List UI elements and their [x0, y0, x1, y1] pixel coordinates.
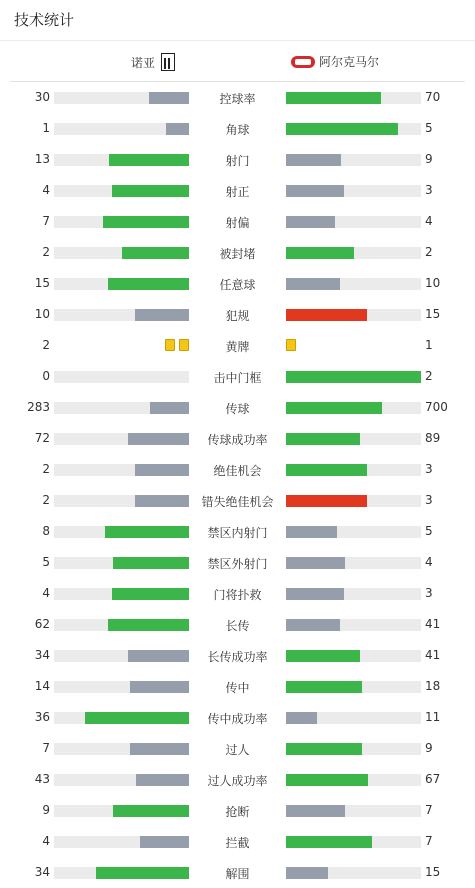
stat-label: 击中门框 [213, 371, 262, 385]
away-stat-value: 3 [425, 462, 433, 476]
home-bar-track [54, 836, 189, 848]
home-stat-value: 8 [42, 524, 50, 538]
away-bar-fill [286, 495, 367, 507]
away-bar-track [286, 743, 421, 755]
home-bar-track [54, 278, 189, 290]
away-bar-track [286, 836, 421, 848]
home-bar-fill [140, 836, 189, 848]
stat-row [0, 826, 475, 857]
home-bar-track [54, 247, 189, 259]
stat-row [0, 547, 475, 578]
stat-label: 长传成功率 [207, 650, 268, 664]
stat-label: 过人成功率 [207, 774, 268, 788]
home-stat-value: 34 [34, 648, 50, 662]
away-bar-fill [286, 557, 345, 569]
home-stat-value: 43 [34, 772, 50, 786]
stat-row [0, 485, 475, 516]
home-bar-track [54, 185, 189, 197]
away-bar-fill [286, 247, 354, 259]
home-bar-track [54, 588, 189, 600]
away-bar-track [286, 402, 421, 414]
away-stat-value: 1 [425, 338, 433, 352]
stat-row [0, 206, 475, 237]
stat-label: 解围 [225, 867, 250, 881]
stat-label: 传中 [225, 681, 250, 695]
away-stat-value: 4 [425, 214, 433, 228]
stat-label: 犯规 [225, 309, 250, 323]
home-stat-value: 10 [34, 307, 50, 321]
stat-row [0, 299, 475, 330]
away-stat-value: 11 [425, 710, 441, 724]
stat-label: 射正 [225, 185, 250, 199]
away-stat-value: 3 [425, 183, 433, 197]
home-stat-value: 4 [42, 586, 50, 600]
stat-row [0, 144, 475, 175]
home-stat-value: 4 [42, 183, 50, 197]
away-bar-track [286, 712, 421, 724]
stat-row [0, 330, 475, 361]
stat-label: 传球 [225, 402, 250, 416]
away-bar-fill [286, 433, 360, 445]
away-bar-track [286, 774, 421, 786]
home-bar-track [54, 371, 189, 383]
stat-label: 射偏 [225, 216, 250, 230]
home-bar-track [54, 433, 189, 445]
home-stat-value: 7 [42, 214, 50, 228]
away-team[interactable] [291, 53, 379, 70]
home-bar-fill [128, 650, 189, 662]
stat-label: 射门 [225, 154, 250, 168]
away-bar-fill [286, 123, 398, 135]
home-bar-track [54, 402, 189, 414]
home-bar-fill [122, 247, 190, 259]
home-bar-track [54, 92, 189, 104]
home-stat-value: 9 [42, 803, 50, 817]
stats-list [0, 82, 475, 888]
away-bar-fill [286, 154, 341, 166]
home-bar-track [54, 805, 189, 817]
home-bar-fill [105, 526, 189, 538]
home-bar-fill [108, 278, 189, 290]
home-stat-value: 14 [34, 679, 50, 693]
home-bar-fill [113, 557, 189, 569]
away-stat-value: 67 [425, 772, 441, 786]
away-bar-fill [286, 743, 362, 755]
away-stat-value: 89 [425, 431, 441, 445]
stat-label: 拦截 [225, 836, 250, 850]
stat-label: 传中成功率 [207, 712, 268, 726]
home-bar-track [54, 650, 189, 662]
home-bar-track [54, 681, 189, 693]
away-bar-fill [286, 278, 340, 290]
home-bar-track [54, 526, 189, 538]
stat-row [0, 516, 475, 547]
away-bar-track [286, 805, 421, 817]
away-bar-fill [286, 371, 421, 383]
away-stat-value: 5 [425, 524, 433, 538]
home-bar-track [54, 774, 189, 786]
stat-label: 任意球 [219, 278, 256, 292]
home-bar-fill [128, 433, 189, 445]
away-stat-value: 41 [425, 617, 441, 631]
away-bar-track [286, 557, 421, 569]
home-bar-fill [113, 805, 189, 817]
stat-label: 控球率 [219, 92, 256, 106]
home-cards [165, 339, 189, 351]
stat-label: 错失绝佳机会 [201, 495, 274, 509]
home-bar-fill [135, 464, 189, 476]
home-stat-value: 62 [34, 617, 50, 631]
stat-row [0, 733, 475, 764]
stat-row [0, 454, 475, 485]
away-bar-track [286, 247, 421, 259]
home-bar-track [54, 495, 189, 507]
away-bar-track [286, 185, 421, 197]
stat-label: 门将扑救 [213, 588, 262, 602]
away-bar-track [286, 309, 421, 321]
yellow-card-icon [165, 339, 175, 351]
home-stat-value: 2 [42, 338, 50, 352]
stat-label: 过人 [225, 743, 250, 757]
stat-label: 被封堵 [219, 247, 256, 261]
home-stat-value: 2 [42, 245, 50, 259]
home-bar-track [54, 216, 189, 228]
home-bar-fill [166, 123, 189, 135]
home-bar-fill [135, 309, 189, 321]
stat-row [0, 671, 475, 702]
away-bar-track [286, 495, 421, 507]
away-bar-fill [286, 836, 372, 848]
home-bar-track [54, 154, 189, 166]
home-stat-value: 30 [34, 90, 50, 104]
yellow-card-icon [286, 339, 296, 351]
stat-row [0, 392, 475, 423]
away-stat-value: 4 [425, 555, 433, 569]
stat-row [0, 175, 475, 206]
away-bar-fill [286, 588, 344, 600]
stat-row [0, 423, 475, 454]
home-stat-value: 15 [34, 276, 50, 290]
away-team-logo-icon [291, 56, 315, 68]
home-team-logo-icon [161, 53, 175, 71]
away-bar-fill [286, 681, 362, 693]
away-stat-value: 15 [425, 307, 441, 321]
away-stat-value: 7 [425, 834, 433, 848]
home-bar-track [54, 557, 189, 569]
stat-label: 黄牌 [225, 340, 250, 354]
home-stat-value: 283 [27, 400, 50, 414]
away-bar-track [286, 650, 421, 662]
stat-row [0, 113, 475, 144]
home-bar-fill [136, 774, 189, 786]
home-stat-value: 4 [42, 834, 50, 848]
home-bar-fill [130, 681, 189, 693]
away-bar-fill [286, 619, 340, 631]
home-bar-track [54, 743, 189, 755]
away-bar-fill [286, 650, 360, 662]
away-team-name: 阿尔克马尔 [319, 55, 380, 69]
away-stat-value: 18 [425, 679, 441, 693]
away-bar-track [286, 681, 421, 693]
away-bar-track [286, 526, 421, 538]
away-stat-value: 3 [425, 493, 433, 507]
away-stat-value: 15 [425, 865, 441, 879]
home-bar-fill [135, 495, 189, 507]
home-bar-track [54, 619, 189, 631]
home-bar-track [54, 464, 189, 476]
away-bar-track [286, 92, 421, 104]
home-bar-fill [130, 743, 189, 755]
away-bar-fill [286, 526, 337, 538]
stat-label: 传球成功率 [207, 433, 268, 447]
home-stat-value: 2 [42, 493, 50, 507]
away-bar-fill [286, 774, 368, 786]
away-stat-value: 9 [425, 741, 433, 755]
away-bar-track [286, 371, 421, 383]
home-bar-track [54, 123, 189, 135]
stat-row [0, 640, 475, 671]
away-bar-track [286, 867, 421, 879]
away-bar-fill [286, 712, 317, 724]
away-stat-value: 10 [425, 276, 441, 290]
away-stat-value: 3 [425, 586, 433, 600]
away-stat-value: 2 [425, 245, 433, 259]
stat-row [0, 857, 475, 888]
home-stat-value: 13 [34, 152, 50, 166]
stat-row [0, 764, 475, 795]
stat-row [0, 578, 475, 609]
home-stat-value: 7 [42, 741, 50, 755]
home-bar-fill [109, 154, 189, 166]
away-stat-value: 9 [425, 152, 433, 166]
yellow-card-icon [179, 339, 189, 351]
home-stat-value: 1 [42, 121, 50, 135]
stat-label: 绝佳机会 [213, 464, 262, 478]
away-bar-fill [286, 402, 382, 414]
home-bar-fill [150, 402, 189, 414]
home-stat-value: 36 [34, 710, 50, 724]
away-bar-fill [286, 185, 344, 197]
home-bar-fill [112, 185, 189, 197]
stat-label: 角球 [225, 123, 250, 137]
stat-row [0, 702, 475, 733]
away-bar-fill [286, 464, 367, 476]
away-bar-track [286, 216, 421, 228]
home-stat-value: 5 [42, 555, 50, 569]
away-stat-value: 5 [425, 121, 433, 135]
stat-label: 抢断 [225, 805, 250, 819]
stat-row [0, 237, 475, 268]
away-bar-track [286, 464, 421, 476]
home-bar-fill [85, 712, 189, 724]
stat-label: 禁区内射门 [207, 526, 268, 540]
away-stat-value: 700 [425, 400, 448, 414]
stat-label: 长传 [225, 619, 250, 633]
home-team-name: 诺亚 [130, 55, 155, 70]
away-stat-value: 2 [425, 369, 433, 383]
home-bar-track [54, 867, 189, 879]
home-team[interactable] [131, 53, 175, 71]
stat-row [0, 268, 475, 299]
away-cards [286, 339, 296, 351]
home-bar-fill [96, 867, 189, 879]
home-stat-value: 0 [42, 369, 50, 383]
away-stat-value: 41 [425, 648, 441, 662]
stat-row [0, 609, 475, 640]
away-stat-value: 7 [425, 803, 433, 817]
away-bar-track [286, 123, 421, 135]
away-stat-value: 70 [425, 90, 441, 104]
home-bar-fill [149, 92, 190, 104]
stat-row [0, 361, 475, 392]
away-bar-track [286, 619, 421, 631]
away-bar-track [286, 278, 421, 290]
stat-row [0, 795, 475, 826]
away-bar-fill [286, 92, 381, 104]
page-title: 技术统计 [0, 0, 475, 41]
away-bar-track [286, 433, 421, 445]
home-bar-track [54, 309, 189, 321]
home-bar-fill [108, 619, 189, 631]
team-header [10, 41, 465, 82]
stat-row [0, 82, 475, 113]
away-bar-track [286, 588, 421, 600]
away-bar-fill [286, 216, 335, 228]
home-bar-fill [103, 216, 189, 228]
stat-label: 禁区外射门 [207, 557, 268, 571]
away-bar-track [286, 154, 421, 166]
away-bar-fill [286, 309, 367, 321]
home-bar-track [54, 712, 189, 724]
home-stat-value: 2 [42, 462, 50, 476]
away-bar-fill [286, 805, 345, 817]
home-stat-value: 34 [34, 865, 50, 879]
home-stat-value: 72 [34, 431, 50, 445]
home-bar-fill [112, 588, 189, 600]
away-bar-fill [286, 867, 328, 879]
